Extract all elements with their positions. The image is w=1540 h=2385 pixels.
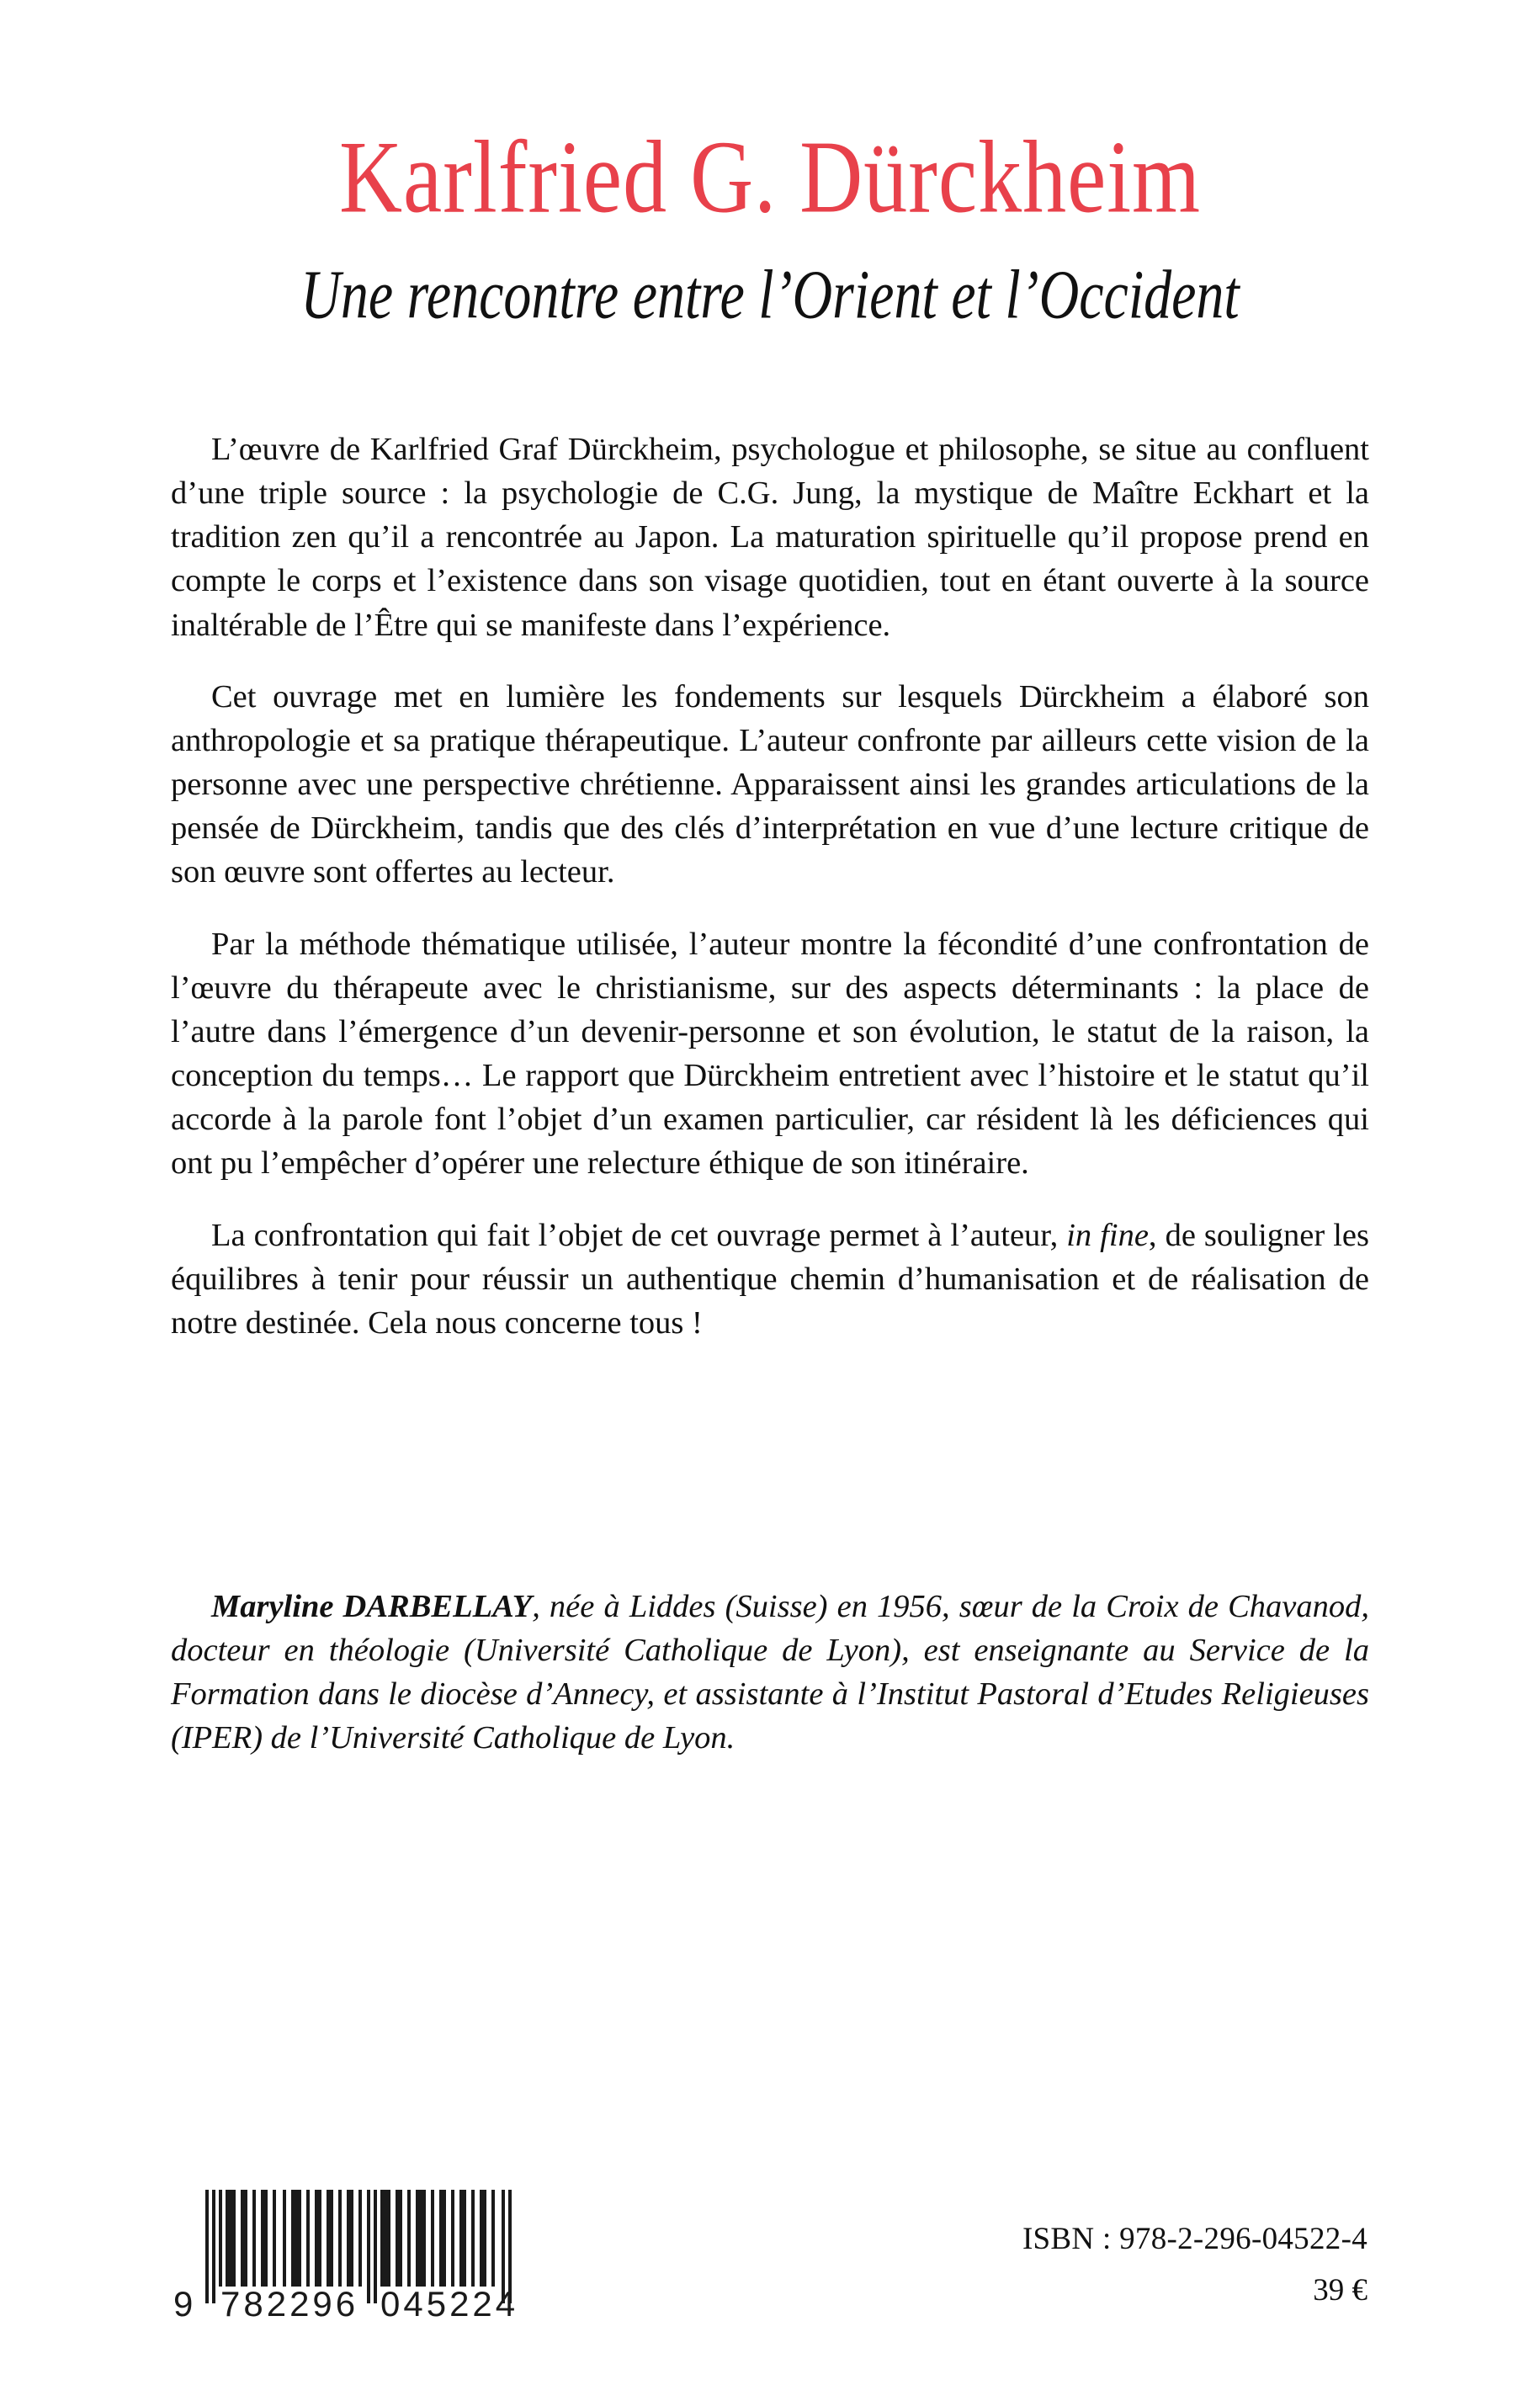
blurb-paragraph-4-tail: , de souligner les équilibres à tenir pour réussir un authentique chemin d’humanisation et de réalisation de notre destinée. Cela nous concerne tous !	[171, 1217, 1369, 1341]
blurb-paragraph-1: L’œuvre de Karlfried Graf Dürckheim, psychologue et philosophe, se situe au confluent d’une triple source : la psychologie de C.G. Jung, la mystique de Maître Eckhart et la tradition zen qu’il a rencontrée au Japon. La maturation spirituelle qu’il propose prend en compte le corps et l’existence dans son visage quotidien, tout en étant ouverte à la source inaltérable de l’Être qui se manifeste dans l’expérience.	[171, 432, 1369, 643]
author-bio	[171, 1585, 1369, 1761]
title-block	[0, 120, 1540, 333]
page-subtitle: Une rencontre entre l’Orient et l’Occident	[300, 255, 1240, 333]
barcode-ean13-icon	[165, 2183, 518, 2328]
isbn-text: ISBN : 978-2-296-04522-4	[1022, 2222, 1367, 2256]
isbn-block	[1022, 2220, 1367, 2309]
blurb-paragraph-4-lead: La confrontation qui fait l’objet de cet ouvrage permet à l’auteur,	[211, 1217, 1067, 1253]
blurb-paragraph-4	[171, 1214, 1369, 1345]
barcode-right-group: 045224	[380, 2284, 518, 2324]
blurb-text	[171, 428, 1369, 1345]
author-bio-paragraph	[171, 1585, 1369, 1761]
blurb-paragraph-2: Cet ouvrage met en lumière les fondements sur lesquels Dürckheim a élaboré son anthropologie et sa pratique thérapeutique. L’auteur confronte par ailleurs cette vision de la personne avec une perspective chrétienne. Apparaissent ainsi les grandes articulations de la pensée de Dürckheim, tandis que des clés d’interprétation en vue d’une lecture critique de son œuvre sont offertes au lecteur.	[171, 678, 1369, 890]
price-text: 39 €	[1313, 2273, 1367, 2308]
author-bio-text: , née à Liddes (Suisse) en 1956, sœur de la Croix de Chavanod, docteur en théologie (Université Catholique de Lyon), est enseignante au Service de la Formation dans le diocèse d’Annecy, et assistante à l’Institut Pastoral d’Etudes Religieuses (IPER) de l’Université Catholique de Lyon.	[171, 1589, 1369, 1756]
barcode-lead-digit: 9	[173, 2284, 194, 2324]
footer	[0, 2183, 1540, 2335]
page-title: Karlfried G. Dürckheim	[338, 120, 1202, 235]
barcode-left-group: 782296	[220, 2284, 359, 2324]
blurb-latin-phrase: in fine	[1066, 1217, 1149, 1253]
author-name: Maryline DARBELLAY	[211, 1589, 533, 1624]
blurb-paragraph-3: Par la méthode thématique utilisée, l’auteur montre la fécondité d’une confrontation de l’œuvre du thérapeute avec le christianisme, sur des aspects déterminants : la place de l’autre dans l’émergence d’un devenir-personne et son évolution, le statut de la raison, la conception du temps… Le rapport que Dürckheim entretient avec l’histoire et le statut qu’il accorde à la parole font l’objet d’un examen particulier, car résident là les déficiences qui ont pu l’empêcher d’opérer une relecture éthique de son itinéraire.	[171, 926, 1369, 1182]
barcode	[165, 2183, 518, 2328]
